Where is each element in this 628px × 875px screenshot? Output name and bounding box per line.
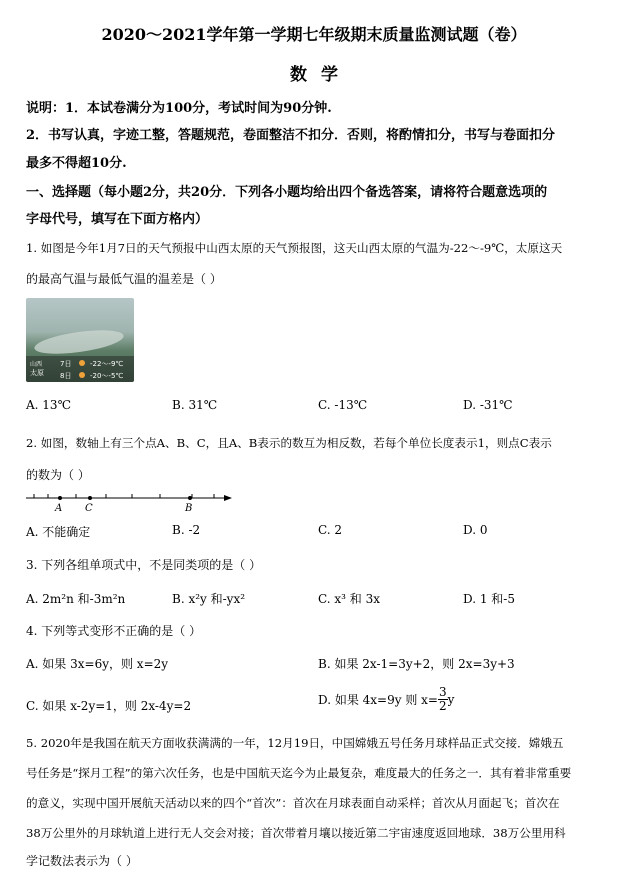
note-line-3: 最多不得超10分.: [26, 156, 127, 171]
q2-option-a: A. 不能确定: [26, 525, 91, 539]
q1-stem-line-2: 的最高气温与最低气温的温差是（ ）: [26, 272, 222, 286]
q4-stem: 4. 下列等式变形不正确的是（ ）: [26, 624, 202, 638]
q4-option-c: C. 如果 x-2y=1，则 2x-4y=2: [26, 699, 192, 713]
q3-option-a: A. 2m²n 和-3m²n: [26, 592, 126, 606]
q3-option-d: D. 1 和-5: [463, 592, 515, 606]
q4-option-a: A. 如果 3x=6y，则 x=2y: [26, 657, 169, 671]
sun-icon: [79, 360, 85, 366]
weather-temp-2: -20～-5℃: [90, 372, 124, 380]
note-line-1: 说明：1．本试卷满分为100分，考试时间为90分钟.: [26, 101, 332, 116]
q1-option-a: A. 13℃: [26, 398, 71, 412]
q2-option-d: D. 0: [463, 523, 488, 537]
q1-option-c: C. -13℃: [318, 398, 368, 412]
section-heading-line-1: 一、选择题（每小题2分，共20分．下列各小题均给出四个备选答案，请将符合题意选项的: [26, 185, 548, 200]
section-heading-line-2: 字母代号，填写在下面方格内）: [26, 212, 209, 227]
q5-stem-line-2: 号任务是“探月工程”的第六次任务，也是中国航天迄今为止最复杂，难度最大的任务之一．其有着非常重要: [26, 766, 572, 780]
q3-option-b: B. x²y 和-yx²: [172, 592, 246, 606]
weather-city: 太原: [30, 369, 44, 377]
label-a: A: [55, 503, 63, 514]
sun-icon: [79, 372, 85, 378]
note-line-2: 2．书写认真，字迹工整，答题规范，卷面整洁不扣分．否则，将酌情扣分，书写与卷面扣分: [26, 128, 556, 143]
exam-title: 2020～2021学年第一学期七年级期末质量监测试题（卷）: [101, 25, 527, 44]
weather-forecast-image: [26, 298, 134, 382]
q2-option-c: C. 2: [318, 523, 343, 537]
q1-option-b: B. 31℃: [172, 398, 218, 412]
q1-stem-line-1: 1. 如图是今年1月7日的天气预报中山西太原的天气预报图，这天山西太原的气温为-22～-9℃，太原这天: [26, 241, 563, 255]
q1-option-d: D. -31℃: [463, 398, 513, 412]
q3-option-c: C. x³ 和 3x: [318, 592, 380, 606]
label-c: C: [85, 503, 93, 514]
fraction-variable: y: [447, 692, 455, 707]
label-b: B: [185, 503, 193, 514]
river-scene: [33, 326, 125, 358]
weather-day-1: 7日: [60, 360, 72, 368]
q2-stem-line-2: 的数为（ ）: [26, 468, 90, 482]
q4-option-d: [318, 686, 454, 713]
fraction-numerator: 3: [438, 685, 447, 699]
q5-stem-line-5: 学记数法表示为（ ）: [26, 854, 138, 868]
point-a: [58, 496, 62, 500]
q2-option-b: B. -2: [172, 523, 201, 537]
weather-temp-1: -22～-9℃: [90, 360, 124, 368]
number-line: [24, 490, 234, 514]
fraction: [438, 686, 448, 713]
q4-option-b: B. 如果 2x-1=3y+2，则 2x=3y+3: [318, 657, 515, 671]
fraction-denominator: 2: [438, 699, 447, 713]
q5-stem-line-1: 5. 2020年是我国在航天方面收获满满的一年，12月19日，中国嫦娥五号任务月球样品正式交接．嫦娥五: [26, 736, 564, 750]
q5-stem-line-4: 38万公里外的月球轨道上进行无人交会对接；首次带着月壤以接近第二宇宙速度返回地球．38万公里用科: [26, 826, 566, 840]
weather-province: 山西: [30, 361, 43, 368]
weather-day-2: 8日: [60, 372, 72, 380]
q5-stem-line-3: 的意义，实现中国开展航天活动以来的四个“首次”：首次在月球表面自动采样；首次从月面起飞；首次在: [26, 796, 560, 810]
q2-stem-line-1: 2. 如图，数轴上有三个点A、B、C，且A、B表示的数互为相反数，若每个单位长度表示1，则点C表示: [26, 436, 552, 450]
point-b: [188, 496, 192, 500]
q3-stem: 3. 下列各组单项式中，不是同类项的是（ ）: [26, 558, 262, 572]
subject-title: 数学: [290, 65, 352, 85]
point-c: [88, 496, 92, 500]
q4-option-d-text: D. 如果 4x=9y 则 x=: [318, 693, 438, 707]
